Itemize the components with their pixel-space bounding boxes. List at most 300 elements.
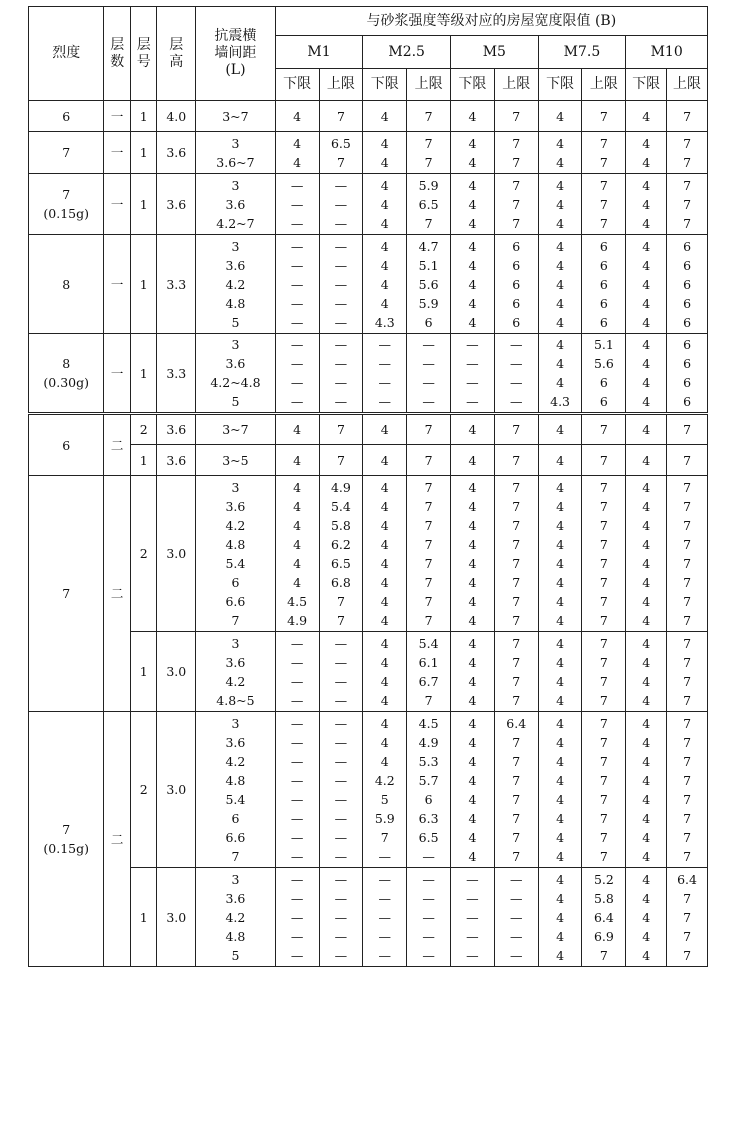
storey-no-cell-line: 2: [139, 422, 148, 437]
upper-limit-cell-line: 7: [683, 734, 692, 750]
upper-limit-cell-line: 7: [599, 154, 608, 170]
upper-limit-cell: [494, 476, 538, 632]
lower-limit-cell-line: 4: [468, 108, 477, 124]
storeys-cell-line: 一: [110, 365, 124, 381]
storey-height-cell-line: 3.6: [166, 452, 187, 468]
lower-limit-cell-line: —: [290, 890, 304, 906]
wall-spacing-cell-line: 4.2: [225, 276, 246, 292]
upper-limit-cell-line: —: [334, 871, 348, 887]
lower-limit-cell-line: 4: [556, 593, 565, 609]
lower-limit-cell-line: —: [466, 909, 479, 925]
upper-limit-cell: [319, 712, 363, 868]
lower-limit-cell: [538, 235, 582, 334]
lower-limit-cell-line: 4: [642, 517, 651, 533]
wall-spacing-cell-line: 5: [231, 394, 240, 409]
upper-limit-cell-line: 7: [599, 612, 608, 628]
upper-limit-cell: [407, 445, 451, 476]
upper-limit-cell-line: 6: [512, 295, 521, 311]
upper-limit-cell: [319, 235, 363, 334]
upper-limit-cell-line: 7: [512, 574, 521, 590]
upper-limit-cell-line: 7: [683, 422, 692, 437]
lower-limit-cell-line: —: [466, 356, 479, 371]
upper-limit-cell-line: 6: [512, 276, 521, 292]
upper-limit-cell-line: —: [509, 890, 523, 906]
upper-limit-cell-line: 7: [424, 574, 433, 590]
lower-limit-cell-line: —: [290, 238, 304, 254]
lower-limit-cell-line: —: [378, 909, 391, 925]
lower-limit-cell-line: 4: [380, 154, 389, 170]
intensity-cell-line: 8: [62, 276, 71, 292]
lower-limit-cell-line: 4: [642, 715, 651, 731]
table-row: [29, 868, 708, 967]
lower-limit-cell-line: 4: [556, 810, 565, 826]
upper-limit-cell-line: 7: [599, 947, 608, 963]
lower-limit-cell: [626, 334, 667, 414]
lower-limit-cell-line: 4: [468, 276, 477, 292]
storey-no-cell: [130, 414, 157, 445]
upper-limit-cell-line: 7: [599, 196, 608, 212]
upper-limit-cell-line: 7: [599, 452, 608, 468]
lower-limit-cell-line: 4: [380, 555, 389, 571]
lower-limit-cell-line: —: [466, 890, 479, 906]
upper-limit-cell-line: —: [422, 909, 435, 925]
wall-spacing-cell-line: 6.6: [225, 829, 246, 845]
wall-spacing-cell-line: 3: [231, 871, 240, 887]
lower-limit-cell-line: 4: [642, 238, 651, 254]
lower-limit-cell-line: 4: [556, 452, 565, 468]
wall-spacing-cell-line: 3: [231, 479, 240, 495]
storey-no-cell-line: 1: [139, 145, 148, 160]
wall-spacing-cell-line: 3.6: [225, 498, 246, 514]
upper-limit-cell-line: 7: [683, 909, 692, 925]
upper-limit-cell-line: 6.8: [330, 574, 351, 590]
wall-spacing-cell-line: 3.6: [225, 734, 246, 750]
lower-limit-cell-line: 4: [380, 215, 389, 231]
storey-height-cell: [157, 101, 196, 132]
upper-limit-cell-line: 6.4: [506, 715, 527, 731]
upper-limit-cell-line: —: [509, 871, 523, 887]
upper-limit-cell-line: 6: [683, 295, 692, 311]
upper-limit-cell-line: 5.1: [593, 337, 614, 352]
storey-no-cell: [130, 712, 157, 868]
lower-limit-cell-line: —: [466, 375, 479, 390]
storeys-cell: [104, 132, 131, 174]
lower-limit-cell-line: 4: [380, 673, 389, 689]
upper-limit-cell-line: —: [334, 257, 348, 273]
upper-limit-cell-line: 7: [512, 154, 521, 170]
lower-limit-cell-line: 4: [380, 593, 389, 609]
upper-limit-cell-line: —: [509, 394, 523, 409]
upper-limit-cell: [494, 334, 538, 414]
storeys-cell: [104, 101, 131, 132]
upper-limit-cell-line: 7: [599, 498, 608, 514]
lower-limit-cell-line: 4: [556, 928, 565, 944]
lower-limit-cell-line: 4: [642, 753, 651, 769]
upper-limit-cell-line: —: [509, 928, 523, 944]
lower-limit-cell: [538, 414, 582, 445]
lower-limit-cell-line: 4: [380, 517, 389, 533]
wall-spacing-cell-line: 5: [231, 947, 240, 963]
upper-limit-cell-line: 7: [683, 154, 692, 170]
upper-limit-cell-line: 6: [512, 238, 521, 254]
lower-limit-cell-line: 4: [556, 947, 565, 963]
upper-limit-cell-line: 5.8: [593, 890, 614, 906]
lower-limit-cell-line: 4: [380, 479, 389, 495]
intensity-cell: [29, 712, 104, 967]
upper-limit-cell-line: —: [334, 215, 348, 231]
upper-limit-cell-line: 6: [683, 314, 692, 330]
lower-limit-cell-line: 4: [642, 947, 651, 963]
upper-limit-cell-line: 6.1: [418, 654, 439, 670]
lower-limit-cell-line: —: [378, 375, 391, 390]
upper-limit-cell-line: 6: [683, 356, 692, 371]
upper-limit-cell: [582, 868, 626, 967]
lower-limit-cell-line: 4: [642, 295, 651, 311]
upper-limit-cell-line: 7: [424, 154, 433, 170]
storey-height-cell: [157, 174, 196, 235]
upper-limit-cell-line: 7: [683, 692, 692, 708]
upper-limit-cell-line: —: [422, 394, 435, 409]
lower-limit-cell-line: 4: [556, 848, 565, 864]
wall-spacing-header: 抗震横 墙间距 (L): [196, 7, 276, 101]
upper-limit-cell-line: 6: [683, 337, 692, 352]
lower-limit-cell-line: 4: [556, 154, 565, 170]
upper-limit-cell-line: —: [334, 692, 348, 708]
upper-limit-cell: [582, 445, 626, 476]
upper-limit-cell-line: 7: [599, 135, 608, 151]
upper-limit-cell-line: 7: [424, 452, 433, 468]
upper-limit-cell-line: —: [334, 394, 348, 409]
lower-limit-cell-line: 4: [642, 196, 651, 212]
upper-limit-cell-line: —: [422, 356, 435, 371]
wall-spacing-cell-line: 6: [231, 574, 240, 590]
lower-limit-cell-line: 4: [468, 422, 477, 437]
lower-limit-cell: [538, 632, 582, 712]
upper-limit-cell-line: 7: [512, 654, 521, 670]
upper-limit-cell-line: 6: [599, 394, 608, 409]
storey-height-cell: [157, 632, 196, 712]
lower-limit-cell-line: —: [290, 909, 304, 925]
upper-limit-cell-line: 7: [599, 479, 608, 495]
lower-limit-cell-line: 4: [468, 555, 477, 571]
upper-limit-cell: [582, 476, 626, 632]
upper-limit-cell-line: 7: [599, 574, 608, 590]
upper-limit-cell: [582, 174, 626, 235]
lower-limit-cell-line: 4: [556, 871, 565, 887]
upper-limit-cell-line: 7: [683, 772, 692, 788]
storey-height-cell: [157, 334, 196, 414]
lower-limit-cell-line: 4: [468, 593, 477, 609]
upper-limit-cell-line: 7: [683, 848, 692, 864]
group-title-header: 与砂浆强度等级对应的房屋宽度限值 (B): [275, 7, 707, 36]
intensity-cell-line: 7: [62, 586, 71, 601]
lower-limit-cell-line: —: [378, 356, 391, 371]
lower-limit-cell-line: 4: [293, 536, 302, 552]
lower-limit-cell-line: —: [290, 673, 304, 689]
lower-limit-cell: [275, 235, 319, 334]
upper-limit-cell-line: 7: [683, 753, 692, 769]
upper-limit-cell-line: 7: [512, 452, 521, 468]
upper-limit-cell-line: 7: [512, 177, 521, 193]
lower-limit-cell-line: 4: [468, 810, 477, 826]
upper-limit-cell-line: —: [422, 947, 435, 963]
lower-limit-cell-line: 4: [556, 635, 565, 651]
table-row: [29, 101, 708, 132]
lower-limit-cell-line: 4: [380, 196, 389, 212]
upper-limit-cell-line: —: [422, 890, 435, 906]
lower-limit-cell-line: 4: [642, 314, 651, 330]
intensity-cell-line: 7: [62, 187, 71, 202]
upper-limit-cell-line: 6.2: [330, 536, 351, 552]
lower-limit-cell-line: 4.3: [374, 314, 395, 330]
upper-limit-cell: [407, 132, 451, 174]
upper-header: 上限: [319, 69, 363, 101]
lower-limit-cell-line: 4: [642, 394, 651, 409]
lower-limit-cell: [626, 174, 667, 235]
storey-height-cell: [157, 235, 196, 334]
upper-limit-cell-line: —: [422, 928, 435, 944]
storey-no-cell-line: 2: [139, 546, 148, 561]
upper-limit-cell: [582, 632, 626, 712]
lower-limit-cell-line: 4: [468, 452, 477, 468]
upper-limit-cell-line: 7: [599, 215, 608, 231]
upper-limit-cell-line: 6.5: [330, 555, 351, 571]
upper-limit-cell-line: 7: [599, 593, 608, 609]
upper-limit-cell-line: 4.5: [418, 715, 439, 731]
upper-limit-cell-line: 4.7: [418, 238, 439, 254]
lower-limit-cell-line: —: [290, 337, 304, 352]
storey-no-cell-line: 2: [139, 782, 148, 797]
upper-limit-cell-line: —: [509, 356, 523, 371]
lower-limit-cell-line: 4: [468, 772, 477, 788]
lower-limit-cell: [626, 101, 667, 132]
lower-limit-cell-line: —: [290, 871, 304, 887]
lower-limit-cell-line: 4: [642, 909, 651, 925]
intensity-cell-line: 8: [62, 356, 71, 371]
upper-limit-cell: [582, 235, 626, 334]
lower-limit-cell-line: 4: [556, 177, 565, 193]
upper-limit-cell: [319, 445, 363, 476]
lower-limit-cell-line: 4: [380, 715, 389, 731]
lower-limit-cell-line: 4: [556, 536, 565, 552]
wall-spacing-cell-line: 3.6: [225, 356, 246, 371]
upper-limit-cell: [667, 101, 708, 132]
lower-limit-cell-line: 4: [642, 772, 651, 788]
lower-limit-cell: [626, 868, 667, 967]
lower-limit-cell: [626, 632, 667, 712]
lower-limit-cell-line: 4: [556, 909, 565, 925]
upper-limit-cell-line: —: [334, 772, 348, 788]
lower-limit-cell-line: 4: [556, 276, 565, 292]
lower-limit-cell-line: —: [290, 215, 304, 231]
lower-limit-cell: [275, 445, 319, 476]
upper-limit-cell-line: 7: [512, 593, 521, 609]
lower-limit-cell-line: 4: [468, 536, 477, 552]
lower-limit-cell-line: 5.9: [374, 810, 395, 826]
lower-limit-cell-line: —: [290, 791, 304, 807]
lower-limit-cell: [363, 334, 407, 414]
lower-limit-cell-line: —: [290, 394, 304, 409]
lower-limit-cell-line: 4: [380, 452, 389, 468]
lower-limit-cell-line: 4: [293, 452, 302, 468]
intensity-cell: [29, 476, 104, 712]
lower-header: 下限: [275, 69, 319, 101]
upper-limit-cell-line: 5.2: [593, 871, 614, 887]
lower-limit-cell-line: 4: [556, 753, 565, 769]
upper-limit-cell-line: 7: [512, 753, 521, 769]
lower-limit-cell: [451, 445, 495, 476]
lower-limit-cell-line: —: [290, 314, 304, 330]
upper-limit-cell-line: 7: [599, 673, 608, 689]
lower-limit-cell-line: —: [290, 295, 304, 311]
lower-limit-cell-line: 4: [556, 555, 565, 571]
lower-limit-cell-line: 4: [380, 177, 389, 193]
upper-limit-cell: [319, 132, 363, 174]
wall-spacing-cell-line: 4.8: [225, 295, 246, 311]
table-row: [29, 235, 708, 334]
lower-limit-cell-line: 4: [642, 890, 651, 906]
intensity-cell-line: (0.15g): [43, 206, 90, 221]
upper-limit-cell-line: 7: [683, 452, 692, 468]
lower-limit-cell-line: 4: [642, 479, 651, 495]
lower-limit-cell: [275, 632, 319, 712]
upper-limit-cell: [494, 235, 538, 334]
upper-limit-cell-line: 7: [599, 654, 608, 670]
upper-limit-cell-line: 5.9: [418, 295, 439, 311]
upper-limit-cell-line: —: [509, 375, 523, 390]
storey-no-cell: [130, 132, 157, 174]
lower-limit-cell-line: 4: [468, 177, 477, 193]
wall-spacing-cell-line: 4.8: [225, 536, 246, 552]
intensity-cell-line: 7: [62, 822, 71, 837]
upper-limit-cell: [407, 101, 451, 132]
upper-limit-cell-line: 6.4: [677, 871, 697, 887]
upper-header: 上限: [407, 69, 451, 101]
lower-limit-cell-line: 4: [556, 479, 565, 495]
intensity-header: 烈度: [29, 7, 104, 101]
lower-limit-cell-line: 4: [293, 422, 302, 437]
lower-limit-cell-line: —: [290, 257, 304, 273]
lower-limit-cell: [451, 476, 495, 632]
storey-no-cell-line: 1: [139, 664, 148, 679]
upper-limit-cell-line: 7: [424, 536, 433, 552]
storey-height-cell: [157, 476, 196, 632]
wall-spacing-cell: [196, 235, 276, 334]
upper-limit-cell-line: 7: [683, 791, 692, 807]
lower-limit-cell-line: 4: [468, 135, 477, 151]
lower-limit-cell-line: 4: [293, 574, 302, 590]
lower-limit-cell-line: 4: [468, 692, 477, 708]
upper-limit-cell-line: 7: [424, 215, 433, 231]
upper-limit-cell-line: 7: [512, 612, 521, 628]
lower-limit-cell-line: 4: [380, 238, 389, 254]
upper-limit-cell-line: 7: [599, 692, 608, 708]
lower-limit-cell-line: 4: [468, 612, 477, 628]
upper-limit-cell: [667, 414, 708, 445]
upper-limit-cell: [407, 712, 451, 868]
upper-limit-cell-line: 7: [512, 135, 521, 151]
wall-spacing-cell: [196, 414, 276, 445]
lower-limit-cell: [626, 132, 667, 174]
wall-spacing-cell-line: 6: [231, 810, 240, 826]
lower-limit-cell-line: 4: [556, 829, 565, 845]
upper-limit-cell-line: 6: [424, 314, 433, 330]
upper-limit-cell-line: —: [422, 871, 435, 887]
num-storeys-header: 层 数: [104, 7, 131, 101]
lower-header: 下限: [626, 69, 667, 101]
storeys-cell-line: 二: [110, 586, 124, 601]
storey-height-cell: [157, 445, 196, 476]
lower-limit-cell-line: 4: [642, 791, 651, 807]
upper-limit-cell-line: 7: [336, 154, 345, 170]
lower-limit-cell-line: —: [290, 276, 304, 292]
upper-limit-cell-line: —: [334, 909, 348, 925]
intensity-cell: [29, 174, 104, 235]
lower-limit-cell-line: 4: [556, 422, 565, 437]
upper-limit-cell: [667, 235, 708, 334]
storeys-cell: [104, 235, 131, 334]
lower-limit-cell-line: —: [466, 928, 479, 944]
upper-limit-cell-line: 7: [683, 498, 692, 514]
lower-limit-cell: [626, 414, 667, 445]
storey-height-cell-line: 3.0: [166, 546, 187, 561]
storey-height-cell-line: 3.6: [166, 196, 187, 212]
wall-spacing-cell-line: 3: [231, 635, 240, 651]
upper-limit-cell: [494, 414, 538, 445]
upper-limit-cell-line: 5.1: [418, 257, 439, 273]
lower-limit-cell-line: 5: [380, 791, 389, 807]
lower-limit-cell-line: 4: [642, 612, 651, 628]
upper-limit-cell-line: 7: [683, 654, 692, 670]
wall-spacing-cell: [196, 132, 276, 174]
wall-spacing-cell-line: 4.8~5: [216, 692, 255, 708]
upper-limit-cell-line: —: [334, 196, 348, 212]
upper-limit-cell-line: —: [334, 715, 348, 731]
wall-spacing-cell-line: 4.8: [225, 928, 246, 944]
upper-limit-cell-line: 7: [512, 422, 521, 437]
upper-limit-cell-line: 6: [683, 375, 692, 390]
wall-spacing-cell-line: 3: [231, 337, 240, 352]
lower-limit-cell-line: —: [378, 848, 391, 864]
upper-limit-cell-line: 6: [512, 314, 521, 330]
intensity-cell: [29, 334, 104, 414]
upper-limit-cell-line: —: [334, 791, 348, 807]
lower-limit-cell-line: 4: [380, 574, 389, 590]
lower-limit-cell: [626, 712, 667, 868]
upper-limit-cell-line: 7: [599, 555, 608, 571]
upper-limit-cell-line: 7: [512, 108, 521, 124]
lower-limit-cell-line: 4: [642, 276, 651, 292]
intensity-cell: [29, 101, 104, 132]
lower-limit-cell-line: 4: [468, 829, 477, 845]
upper-limit-cell-line: 7: [424, 479, 433, 495]
wall-spacing-cell: [196, 174, 276, 235]
lower-limit-cell-line: 4: [556, 734, 565, 750]
lower-limit-cell-line: —: [290, 356, 304, 371]
wall-spacing-cell: [196, 334, 276, 414]
upper-limit-cell-line: 7: [512, 635, 521, 651]
storey-no-cell-line: 1: [139, 452, 148, 468]
upper-limit-cell-line: 6: [683, 257, 692, 273]
lower-limit-cell-line: —: [290, 829, 304, 845]
header-row-1: [29, 7, 708, 36]
upper-limit-cell-line: 7: [683, 612, 692, 628]
upper-limit-cell-line: 7: [512, 772, 521, 788]
lower-limit-cell-line: 4: [556, 772, 565, 788]
lower-header: 下限: [363, 69, 407, 101]
wall-spacing-cell: [196, 868, 276, 967]
upper-limit-cell-line: 7: [599, 829, 608, 845]
